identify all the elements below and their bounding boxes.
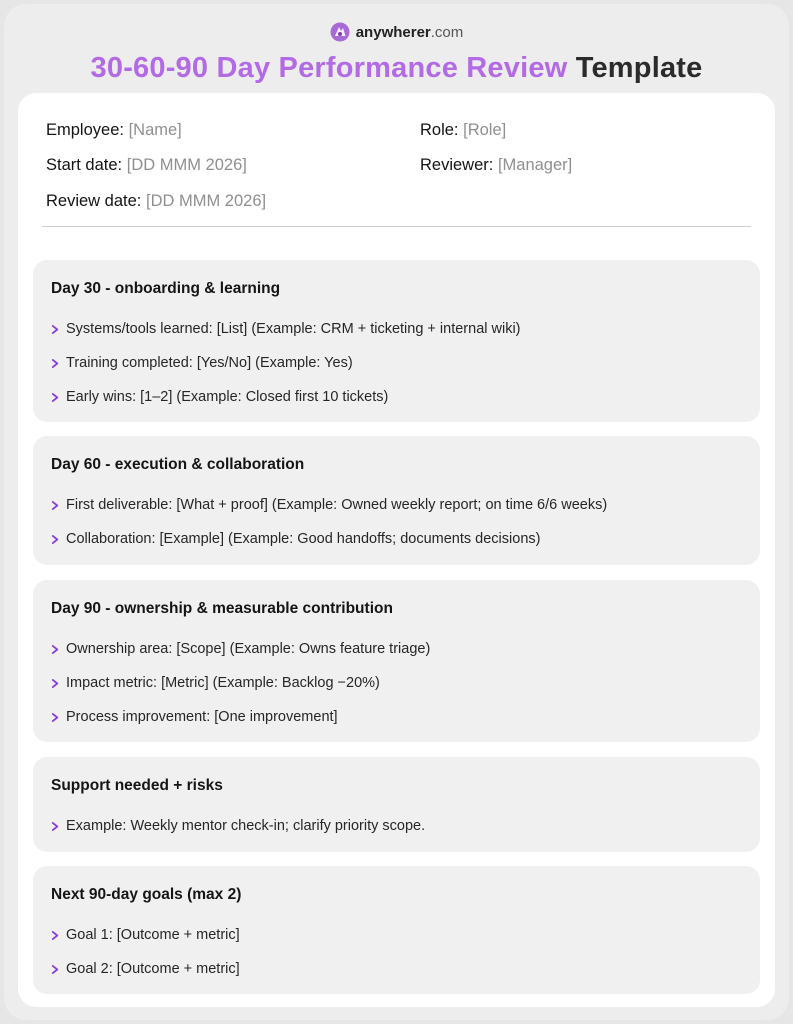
page-title-accent: 30-60-90 Day Performance Review [90,52,568,84]
role-value[interactable]: [Role] [463,121,507,139]
review-card [18,93,775,1007]
page [4,4,789,1020]
anywherer-logo-icon [330,22,350,42]
brand-name: anywherer.com [355,23,464,41]
chevron-right-icon [51,393,60,402]
review-date-value[interactable]: [DD MMM 2026] [145,192,267,210]
section-heading: Day 60 - execution & collaboration [51,456,305,473]
chevron-right-icon [51,713,60,722]
chevron-right-icon [51,679,60,688]
list-item: Collaboration: [Example] (Example: Good handoffs; documents decisions) [51,522,742,556]
list-item: First deliverable: [What + proof] (Example: Owned weekly report; on time 6/6 weeks) [51,488,742,522]
chevron-right-icon [51,359,60,368]
review-date-field: Review date: [DD MMM 2026] [46,192,267,210]
chevron-right-icon [51,535,60,544]
list-item: Ownership area: [Scope] (Example: Owns feature triage) [51,632,742,666]
divider [42,226,751,227]
list-item: Early wins: [1–2] (Example: Closed first 10 tickets) [51,380,742,414]
section-heading: Support needed + risks [51,777,223,794]
list-item: Example: Weekly mentor check-in; clarify priority scope. [51,809,742,843]
list-item: Systems/tools learned: [List] (Example: CRM + ticketing + internal wiki) [51,312,742,346]
chevron-right-icon [51,325,60,334]
chevron-right-icon [51,501,60,510]
chevron-right-icon [51,931,60,940]
reviewer-field: Reviewer: [Manager] [420,156,573,174]
role-field: Role: [Role] [420,121,507,139]
brand-header [4,22,789,42]
list-item: Impact metric: [Metric] (Example: Backlog −20%) [51,666,742,700]
section-day-90 [33,580,760,742]
start-date-field: Start date: [DD MMM 2026] [46,156,247,174]
page-title [4,52,789,85]
list-item: Goal 1: [Outcome + metric] [51,918,742,952]
section-next-goals [33,866,760,994]
chevron-right-icon [51,822,60,831]
list-item: Training completed: [Yes/No] (Example: Yes) [51,346,742,380]
section-heading: Day 90 - ownership & measurable contribution [51,600,393,617]
chevron-right-icon [51,965,60,974]
section-day-60 [33,436,760,565]
reviewer-value[interactable]: [Manager] [497,156,573,174]
start-date-value[interactable]: [DD MMM 2026] [126,156,247,174]
section-support [33,757,760,852]
list-item: Process improvement: [One improvement] [51,700,742,734]
page-title-plain: Template [575,52,703,84]
section-heading: Day 30 - onboarding & learning [51,280,281,297]
section-heading: Next 90-day goals (max 2) [51,886,242,903]
employee-field: Employee: [Name] [46,121,182,139]
chevron-right-icon [51,645,60,654]
employee-value[interactable]: [Name] [128,121,182,139]
section-day-30 [33,260,760,422]
list-item: Goal 2: [Outcome + metric] [51,952,742,986]
